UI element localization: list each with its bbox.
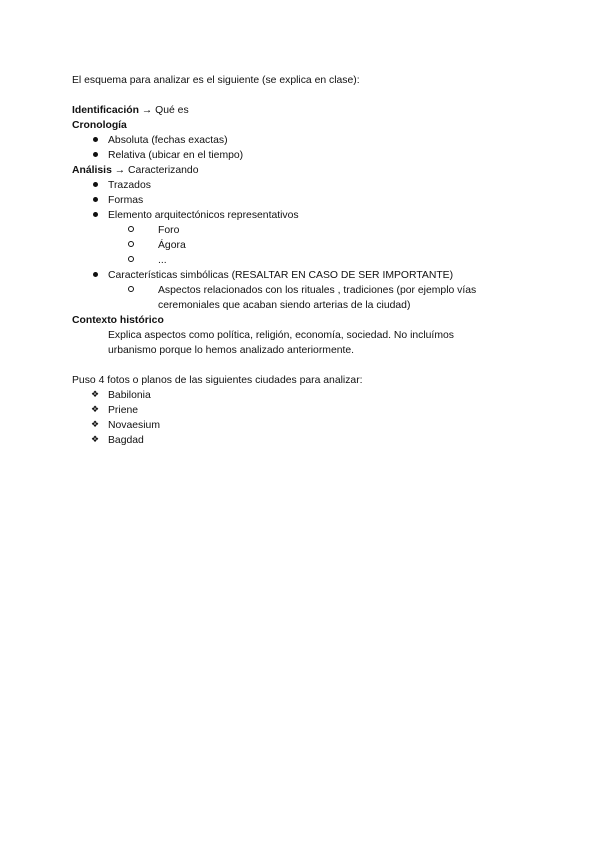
- city-item: [72, 403, 542, 418]
- city-item: [72, 433, 542, 448]
- city-item: [72, 388, 542, 403]
- simbolicas-sub-item: Aspectos relacionados con los rituales , tradiciones (por ejemplo vías: [158, 285, 477, 296]
- hollow-bullet-icon: [124, 223, 138, 238]
- analisis-item: Formas: [108, 195, 144, 206]
- list-item: [72, 133, 542, 148]
- bullet-icon: [88, 268, 102, 283]
- hollow-bullet-icon: [124, 283, 138, 298]
- analisis-item: Características simbólicas (RESALTAR EN CASO DE SER IMPORTANTE): [108, 270, 454, 281]
- diamond-bullet-icon: ❖: [90, 420, 100, 430]
- diamond-bullet-icon: ❖: [90, 390, 100, 400]
- spacer: [72, 358, 542, 373]
- city-item: [72, 418, 542, 433]
- analisis-text: Caracterizando: [128, 165, 199, 176]
- diamond-bullet-icon: ❖: [90, 435, 100, 445]
- analisis-item: Elemento arquitectónicos representativos: [108, 210, 299, 221]
- simbolicas-sub-item-continued: ceremoniales que acaban siendo arterias de la ciudad): [158, 300, 411, 311]
- elemento-sub-item: Foro: [158, 225, 180, 236]
- arrow-icon: →: [138, 105, 156, 116]
- sub-list-item: [72, 223, 542, 238]
- identificacion-line: [72, 103, 542, 118]
- city-name: Babilonia: [108, 390, 151, 401]
- bullet-icon: [88, 178, 102, 193]
- city-name: Priene: [108, 405, 139, 416]
- bullet-icon: [88, 133, 102, 148]
- bullet-icon: [88, 193, 102, 208]
- elemento-sub-item: Ágora: [158, 240, 186, 251]
- sub-list-item: [72, 283, 542, 298]
- list-item: [72, 148, 542, 163]
- sub-list-item: [72, 238, 542, 253]
- contexto-text: Explica aspectos como política, religión, economía, sociedad. No incluímos: [108, 330, 454, 341]
- list-item: [72, 178, 542, 193]
- sub-list-item: [72, 253, 542, 268]
- analisis-item: Trazados: [108, 180, 151, 191]
- city-name: Bagdad: [108, 435, 144, 446]
- list-item: [72, 193, 542, 208]
- cronologia-item: Relativa (ubicar en el tiempo): [108, 150, 244, 161]
- list-item: [72, 208, 542, 223]
- spacer: [72, 88, 542, 103]
- cronologia-item: Absoluta (fechas exactas): [108, 135, 228, 146]
- analisis-line: [72, 163, 542, 178]
- contexto-heading: Contexto histórico: [72, 315, 164, 326]
- bullet-icon: [88, 208, 102, 223]
- identificacion-heading: Identificación: [72, 105, 139, 116]
- list-item: [72, 268, 542, 283]
- diamond-bullet-icon: ❖: [90, 405, 100, 415]
- city-name: Novaesium: [108, 420, 160, 431]
- elemento-sub-item: ...: [158, 255, 167, 266]
- cronologia-heading: Cronología: [72, 120, 127, 131]
- fotos-intro: Puso 4 fotos o planos de las siguientes ciudades para analizar:: [72, 375, 363, 386]
- document-page: [72, 73, 542, 448]
- analisis-heading: Análisis: [72, 165, 112, 176]
- intro-text: El esquema para analizar es el siguiente (se explica en clase):: [72, 75, 360, 86]
- hollow-bullet-icon: [124, 238, 138, 253]
- arrow-icon: →: [111, 165, 129, 176]
- identificacion-text: Qué es: [155, 105, 189, 116]
- bullet-icon: [88, 148, 102, 163]
- hollow-bullet-icon: [124, 253, 138, 268]
- contexto-text-continued: urbanismo porque lo hemos analizado anteriormente.: [108, 345, 355, 356]
